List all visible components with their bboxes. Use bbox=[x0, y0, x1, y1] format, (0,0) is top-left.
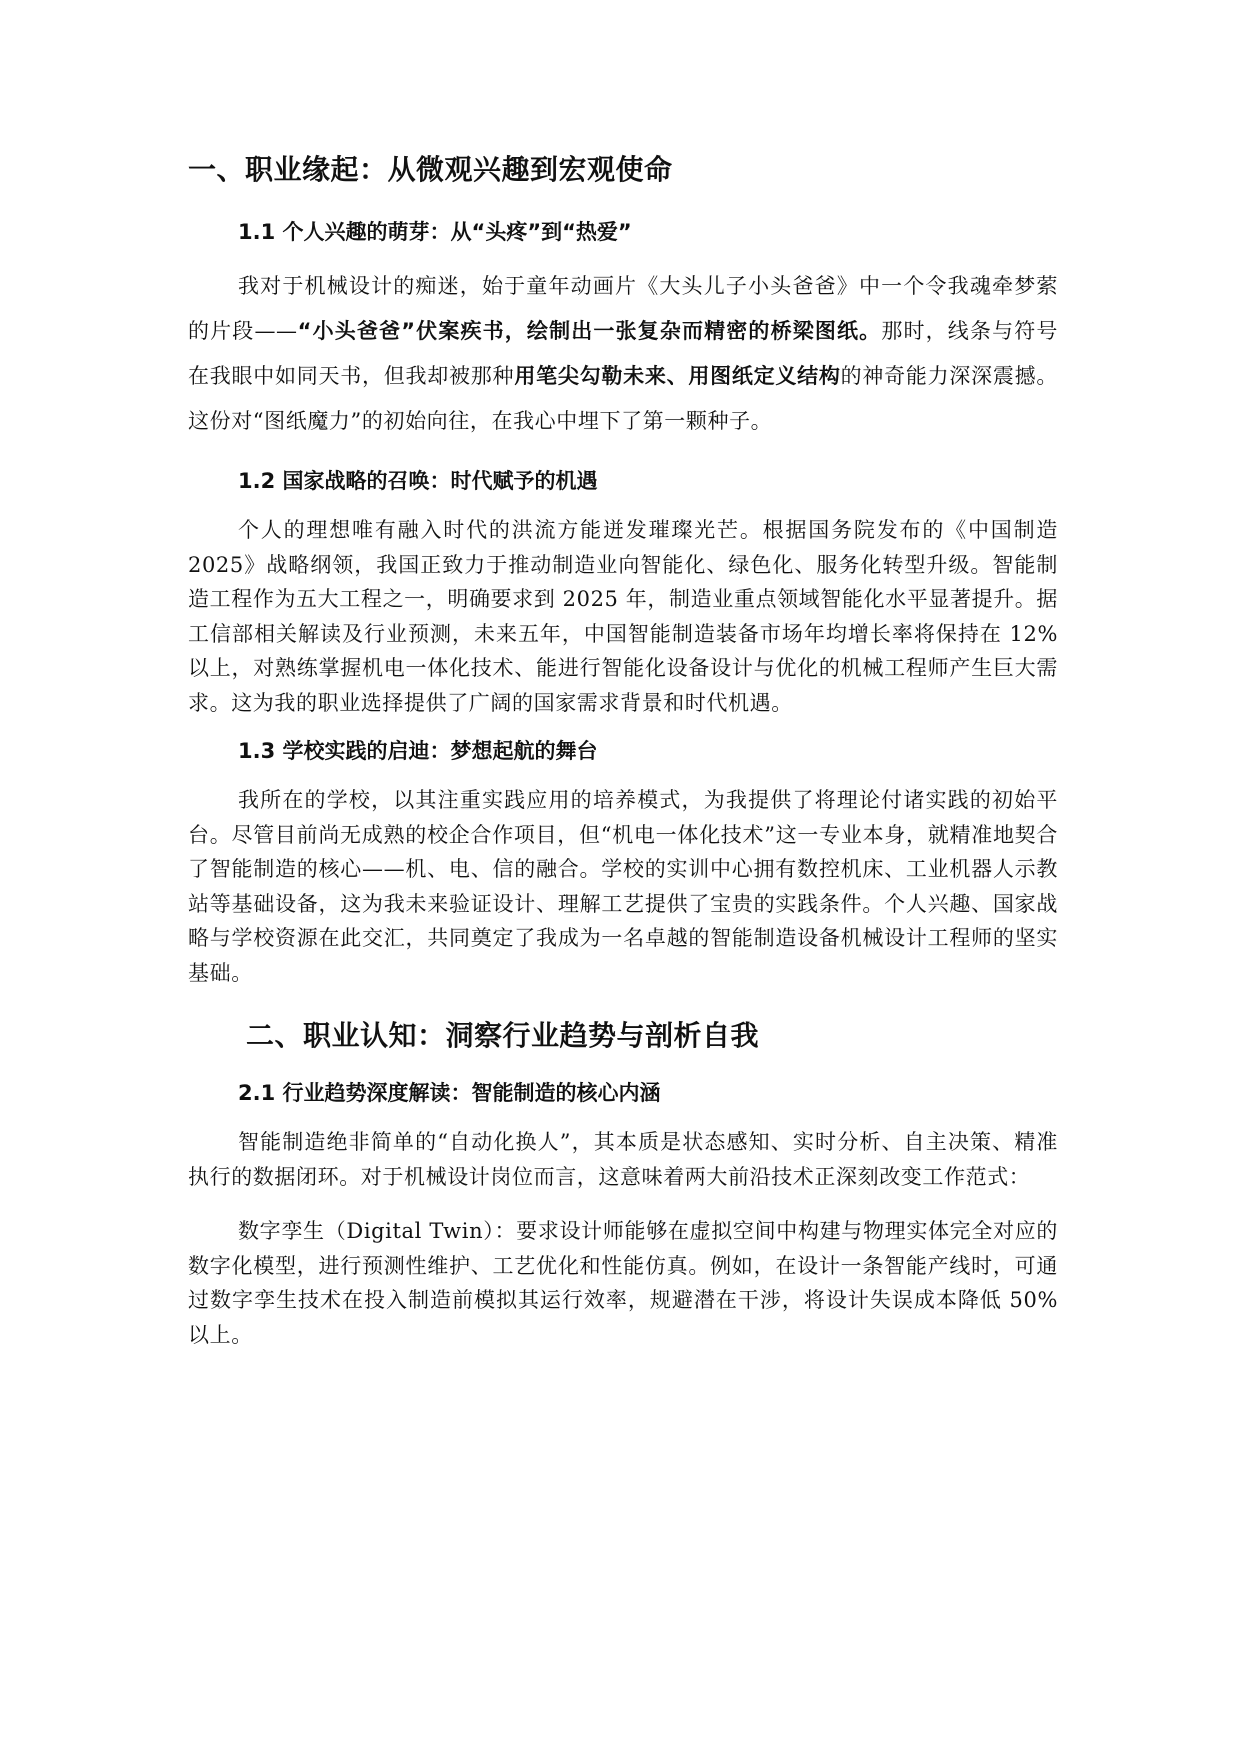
paragraph-2-1: 智能制造绝非简单的“自动化换人”，其本质是状态感知、实时分析、自主决策、精准执行的数据闭环。对于机械设计岗位而言，这意味着两大前沿技术正深刻改变工作范式： bbox=[188, 1130, 1058, 1189]
paragraph-1-2: 个人的理想唯有融入时代的洪流方能迸发璀璨光芒。根据国务院发布的《中国制造 2025》战略纲领，我国正致力于推动制造业向智能化、绿色化、服务化转型升级。智能制造工程作为五大工程之一，明确要求到 2025 年，制造业重点领域智能化水平显著提升。据工信部相关解读及行业预测，未来五年，中国智能制造装备市场年均增长率将保持在 12%以上，对熟练掌握机电一体化技术、能进行智能化设备设计与优化的机械工程师产生巨大需求。这为我的职业选择提供了广阔的国家需求背景和时代机遇。 bbox=[188, 518, 1058, 715]
section-1-heading: 一、职业缘起：从微观兴趣到宏观使命 bbox=[188, 153, 673, 186]
paragraph-2-2: 数字孪生（Digital Twin）：要求设计师能够在虚拟空间中构建与物理实体完全对应的数字化模型，进行预测性维护、工艺优化和性能仿真。例如，在设计一条智能产线时，可通过数字孪生技术在投入制造前模拟其运行效率，规避潜在干涉，将设计失误成本降低 50%以上。 bbox=[188, 1219, 1058, 1347]
paragraph-1-1-text-c: 那时，线条与符号在我眼中如同天书，但我却被那种 bbox=[188, 319, 1058, 388]
paragraph-1-1-text-a: 我对于机械设计的痴迷，始于童年动画片《大头儿子小头爸爸》中一个令我魂牵梦萦的片段—— bbox=[188, 274, 1058, 343]
subsection-1-1-heading: 1.1 个人兴趣的萌芽：从“头疼”到“热爱” bbox=[238, 220, 632, 244]
subsection-2-1-heading: 2.1 行业趋势深度解读：智能制造的核心内涵 bbox=[238, 1081, 661, 1105]
paragraph-1-1-text-e: 的神奇能力深深震撼。这份对“图纸魔力”的初始向往，在我心中埋下了第一颗种子。 bbox=[188, 364, 1059, 433]
paragraph-1-3: 我所在的学校，以其注重实践应用的培养模式，为我提供了将理论付诸实践的初始平台。尽管目前尚无成熟的校企合作项目，但“机电一体化技术”这一专业本身，就精准地契合了智能制造的核心——机、电、信的融合。学校的实训中心拥有数控机床、工业机器人示教站等基础设备，这为我未来验证设计、理解工艺提供了宝贵的实践条件。个人兴趣、国家战略与学校资源在此交汇，共同奠定了我成为一名卓越的智能制造设备机械设计工程师的坚实基础。 bbox=[188, 788, 1058, 985]
paragraph-1-1-bold-a: “小头爸爸”伏案疾书，绘制出一张复杂而精密的桥梁图纸。 bbox=[297, 319, 882, 343]
paragraph-1-1 bbox=[188, 264, 1058, 444]
document-page bbox=[188, 150, 1058, 1352]
subsection-1-2-heading: 1.2 国家战略的召唤：时代赋予的机遇 bbox=[238, 469, 598, 493]
paragraph-1-1-bold-d: 用笔尖勾勒未来、用图纸定义结构 bbox=[514, 364, 841, 388]
section-2-heading: 二、职业认知：洞察行业趋势与剖析自我 bbox=[246, 1019, 760, 1052]
subsection-1-3-heading: 1.3 学校实践的启迪：梦想起航的舞台 bbox=[238, 739, 598, 763]
